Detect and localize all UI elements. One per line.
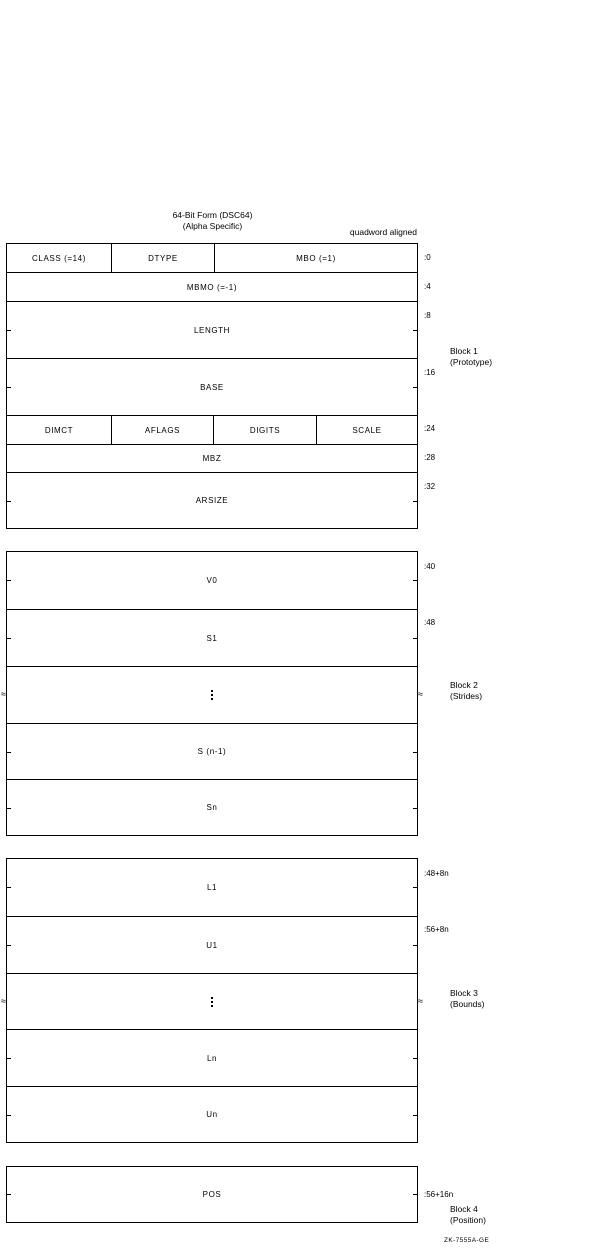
offset-label: :16	[424, 368, 436, 377]
tick	[6, 1194, 11, 1195]
tick	[6, 580, 11, 581]
tick	[413, 752, 418, 753]
offset-label: :4	[424, 282, 431, 291]
s-n-minus-1-field: S (n-1)	[197, 747, 227, 756]
offset-label: :48	[424, 618, 436, 627]
block-1-label	[450, 346, 492, 368]
offset-label: :0	[424, 253, 431, 262]
title-line-1: 64-Bit Form (DSC64)	[172, 210, 253, 220]
block-2-label	[450, 680, 482, 702]
row-sn	[7, 779, 417, 835]
tick	[413, 945, 418, 946]
row-mbz	[7, 444, 417, 472]
block-2-subtitle: (Strides)	[450, 691, 483, 701]
tick	[6, 752, 11, 753]
tick	[6, 1115, 11, 1116]
sn-field: Sn	[206, 803, 218, 812]
v0-field: V0	[206, 576, 218, 585]
l1-field: L1	[206, 883, 218, 892]
vertical-ellipsis-icon	[7, 667, 417, 723]
block-3-name: Block 3	[450, 988, 478, 998]
alignment-note: quadword aligned	[349, 227, 417, 237]
tick	[413, 1194, 418, 1195]
offset-label: :32	[424, 482, 436, 491]
row-s-n-minus-1	[7, 723, 417, 779]
tick	[413, 1058, 418, 1059]
row-ellipsis	[1, 973, 423, 1029]
tick	[413, 808, 418, 809]
tick	[6, 945, 11, 946]
tick	[413, 330, 418, 331]
tick	[413, 1115, 418, 1116]
tick	[413, 638, 418, 639]
tick	[413, 387, 418, 388]
length-field: LENGTH	[193, 325, 231, 335]
block-4-subtitle: (Position)	[450, 1215, 486, 1225]
ln-field: Ln	[206, 1053, 218, 1063]
row-s1	[7, 609, 417, 666]
arsize-field: ARSIZE	[195, 496, 229, 505]
offset-label: :56+8n	[424, 925, 449, 934]
s1-field: S1	[206, 633, 218, 643]
break-mark-icon: ≈	[418, 689, 423, 699]
row-ln	[7, 1029, 417, 1086]
row-pos	[7, 1167, 417, 1222]
vertical-ellipsis-icon	[7, 974, 417, 1029]
tick	[6, 1058, 11, 1059]
scale-field: SCALE	[316, 416, 417, 444]
offset-label: :56+16n	[424, 1190, 454, 1199]
block-2-box	[1, 551, 423, 836]
class-field: CLASS (=14)	[32, 253, 86, 263]
tick	[6, 501, 11, 502]
un-field: Un	[206, 1110, 218, 1119]
block-4-label	[450, 1204, 486, 1226]
break-mark-icon: ≈	[1, 996, 6, 1006]
offset-label: :8	[424, 311, 431, 320]
block-3-label	[450, 988, 485, 1010]
row-un	[7, 1086, 417, 1142]
dimct-field: DIMCT	[44, 425, 74, 435]
offset-label: :28	[424, 453, 436, 462]
digits-field: DIGITS	[213, 416, 316, 444]
block-2-name: Block 2	[450, 680, 478, 690]
tick	[6, 887, 11, 888]
diagram-title	[150, 210, 275, 232]
break-mark-icon: ≈	[1, 689, 6, 699]
mbz-field: MBZ	[202, 454, 222, 463]
row-ellipsis	[1, 666, 423, 723]
base-field: BASE	[200, 382, 224, 392]
figure-code: ZK-7555A-GE	[444, 1237, 490, 1244]
tick	[413, 501, 418, 502]
aflags-field: AFLAGS	[111, 416, 213, 444]
break-mark-icon: ≈	[418, 996, 423, 1006]
tick	[6, 808, 11, 809]
row-class-dtype-mbo	[7, 244, 417, 272]
title-line-2: (Alpha Specific)	[182, 221, 243, 231]
row-arsize	[7, 472, 417, 528]
pos-field: POS	[202, 1190, 222, 1199]
row-v0	[7, 552, 417, 609]
tick	[6, 330, 11, 331]
dtype-field: DTYPE	[111, 244, 214, 272]
row-length	[7, 301, 417, 358]
row-u1	[7, 916, 417, 973]
block-3-subtitle: (Bounds)	[450, 999, 485, 1009]
row-base	[7, 358, 417, 415]
row-dimct-aflags-digits-scale	[7, 415, 417, 444]
block-1-subtitle: (Prototype)	[450, 357, 493, 367]
block-4-name: Block 4	[450, 1204, 478, 1214]
tick	[6, 387, 11, 388]
tick	[6, 638, 11, 639]
block-1-name: Block 1	[450, 346, 478, 356]
block-1-box	[6, 243, 418, 529]
block-3-box	[1, 858, 423, 1143]
row-mbmo	[7, 272, 417, 301]
offset-label: :40	[424, 562, 436, 571]
u1-field: U1	[206, 940, 218, 950]
mbmo-field: MBMO (=-1)	[186, 282, 238, 292]
tick	[413, 580, 418, 581]
row-l1	[7, 859, 417, 916]
offset-label: :24	[424, 424, 436, 433]
mbo-field: MBO (=1)	[214, 244, 417, 272]
tick	[413, 887, 418, 888]
offset-label: :48+8n	[424, 869, 449, 878]
block-4-box	[6, 1166, 418, 1223]
